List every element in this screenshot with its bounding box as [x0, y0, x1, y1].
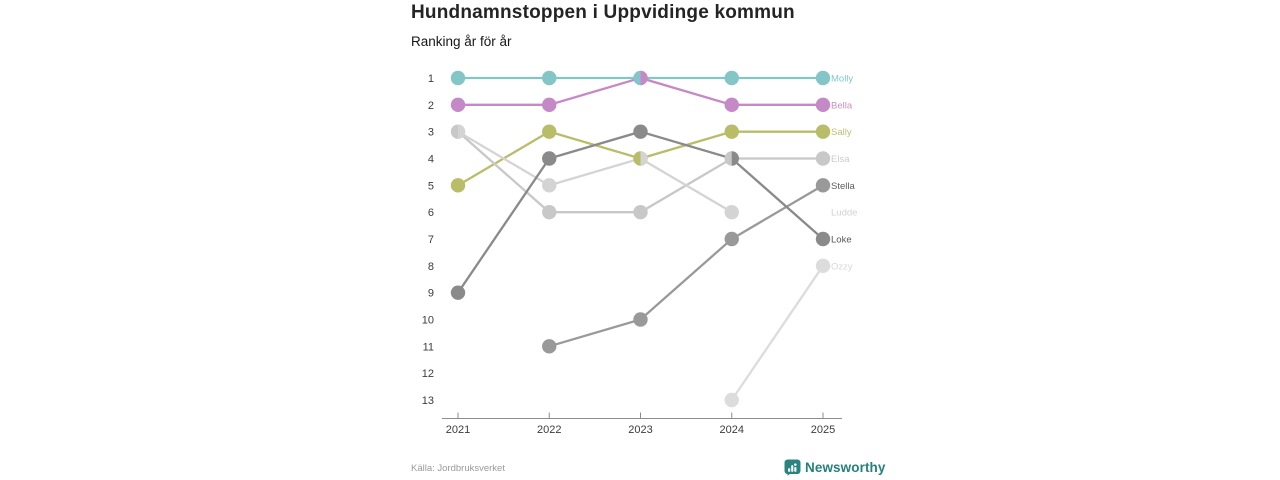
data-point-ozzy [725, 393, 739, 407]
rank-axis-label: 1 [427, 73, 434, 85]
year-axis-label: 2021 [445, 424, 471, 436]
data-point-stella [816, 178, 830, 192]
year-axis-label: 2025 [810, 424, 836, 436]
data-point-loke [816, 232, 830, 246]
rank-axis-label: 10 [421, 314, 434, 327]
series-label-ozzy: Ozzy [831, 261, 853, 273]
data-point-ludde [542, 178, 556, 192]
data-point-molly [725, 71, 739, 85]
data-point-loke [451, 285, 465, 299]
data-point-bella [725, 98, 739, 112]
rank-axis-label: 5 [427, 180, 434, 193]
series-line-stella [549, 185, 823, 346]
data-point-molly [542, 71, 556, 85]
data-point-loke [633, 124, 647, 138]
data-point-elsa [542, 205, 556, 219]
rank-axis-label: 6 [427, 207, 434, 220]
rank-axis-label: 9 [427, 287, 434, 300]
series-line-elsa [458, 132, 823, 212]
series-label-stella: Stella [831, 180, 855, 192]
data-point-tie-bella [641, 71, 648, 85]
data-point-molly [451, 71, 465, 85]
year-axis-label: 2024 [719, 424, 744, 436]
page-title: Hundnamnstoppen i Uppvidinge kommun [411, 2, 795, 23]
rank-axis-label: 13 [421, 394, 434, 407]
rank-axis-label: 7 [427, 233, 434, 246]
rank-axis-label: 8 [427, 260, 434, 273]
data-point-stella [542, 339, 556, 353]
data-point-bella [451, 98, 465, 112]
newsworthy-logo-icon [784, 459, 801, 476]
bump-chart [400, 60, 880, 440]
series-label-elsa: Elsa [831, 153, 850, 165]
series-label-molly: Molly [831, 73, 854, 85]
series-label-bella: Bella [831, 100, 853, 112]
data-point-tie-ludde [641, 151, 648, 165]
data-point-bella [816, 98, 830, 112]
rank-axis-label: 11 [422, 341, 434, 354]
rank-axis-label: 12 [421, 368, 434, 381]
data-point-sally [816, 124, 830, 138]
data-point-sally [542, 124, 556, 138]
data-point-loke [542, 151, 556, 165]
data-point-ludde [725, 205, 739, 219]
data-point-stella [725, 232, 739, 246]
data-point-sally [725, 124, 739, 138]
source-note: Källa: Jordbruksverket [411, 463, 505, 474]
rank-axis-label: 3 [427, 126, 434, 139]
data-point-stella [633, 312, 647, 326]
data-point-elsa [633, 205, 647, 219]
brand [784, 459, 886, 476]
data-point-molly [816, 71, 830, 85]
series-label-ludde: Ludde [831, 207, 858, 219]
rank-axis-label: 4 [427, 153, 434, 166]
year-axis-label: 2022 [537, 424, 562, 436]
series-label-loke: Loke [831, 234, 852, 246]
page-subtitle: Ranking år för år [411, 34, 512, 49]
rank-axis-label: 2 [427, 99, 434, 112]
data-point-sally [451, 178, 465, 192]
newsworthy-brand-text: Newsworthy [805, 460, 886, 475]
data-point-ozzy [816, 259, 830, 273]
data-point-elsa [816, 151, 830, 165]
series-line-ozzy [732, 266, 823, 400]
year-axis-label: 2023 [628, 424, 653, 436]
data-point-bella [542, 98, 556, 112]
series-label-sally: Sally [831, 127, 852, 139]
